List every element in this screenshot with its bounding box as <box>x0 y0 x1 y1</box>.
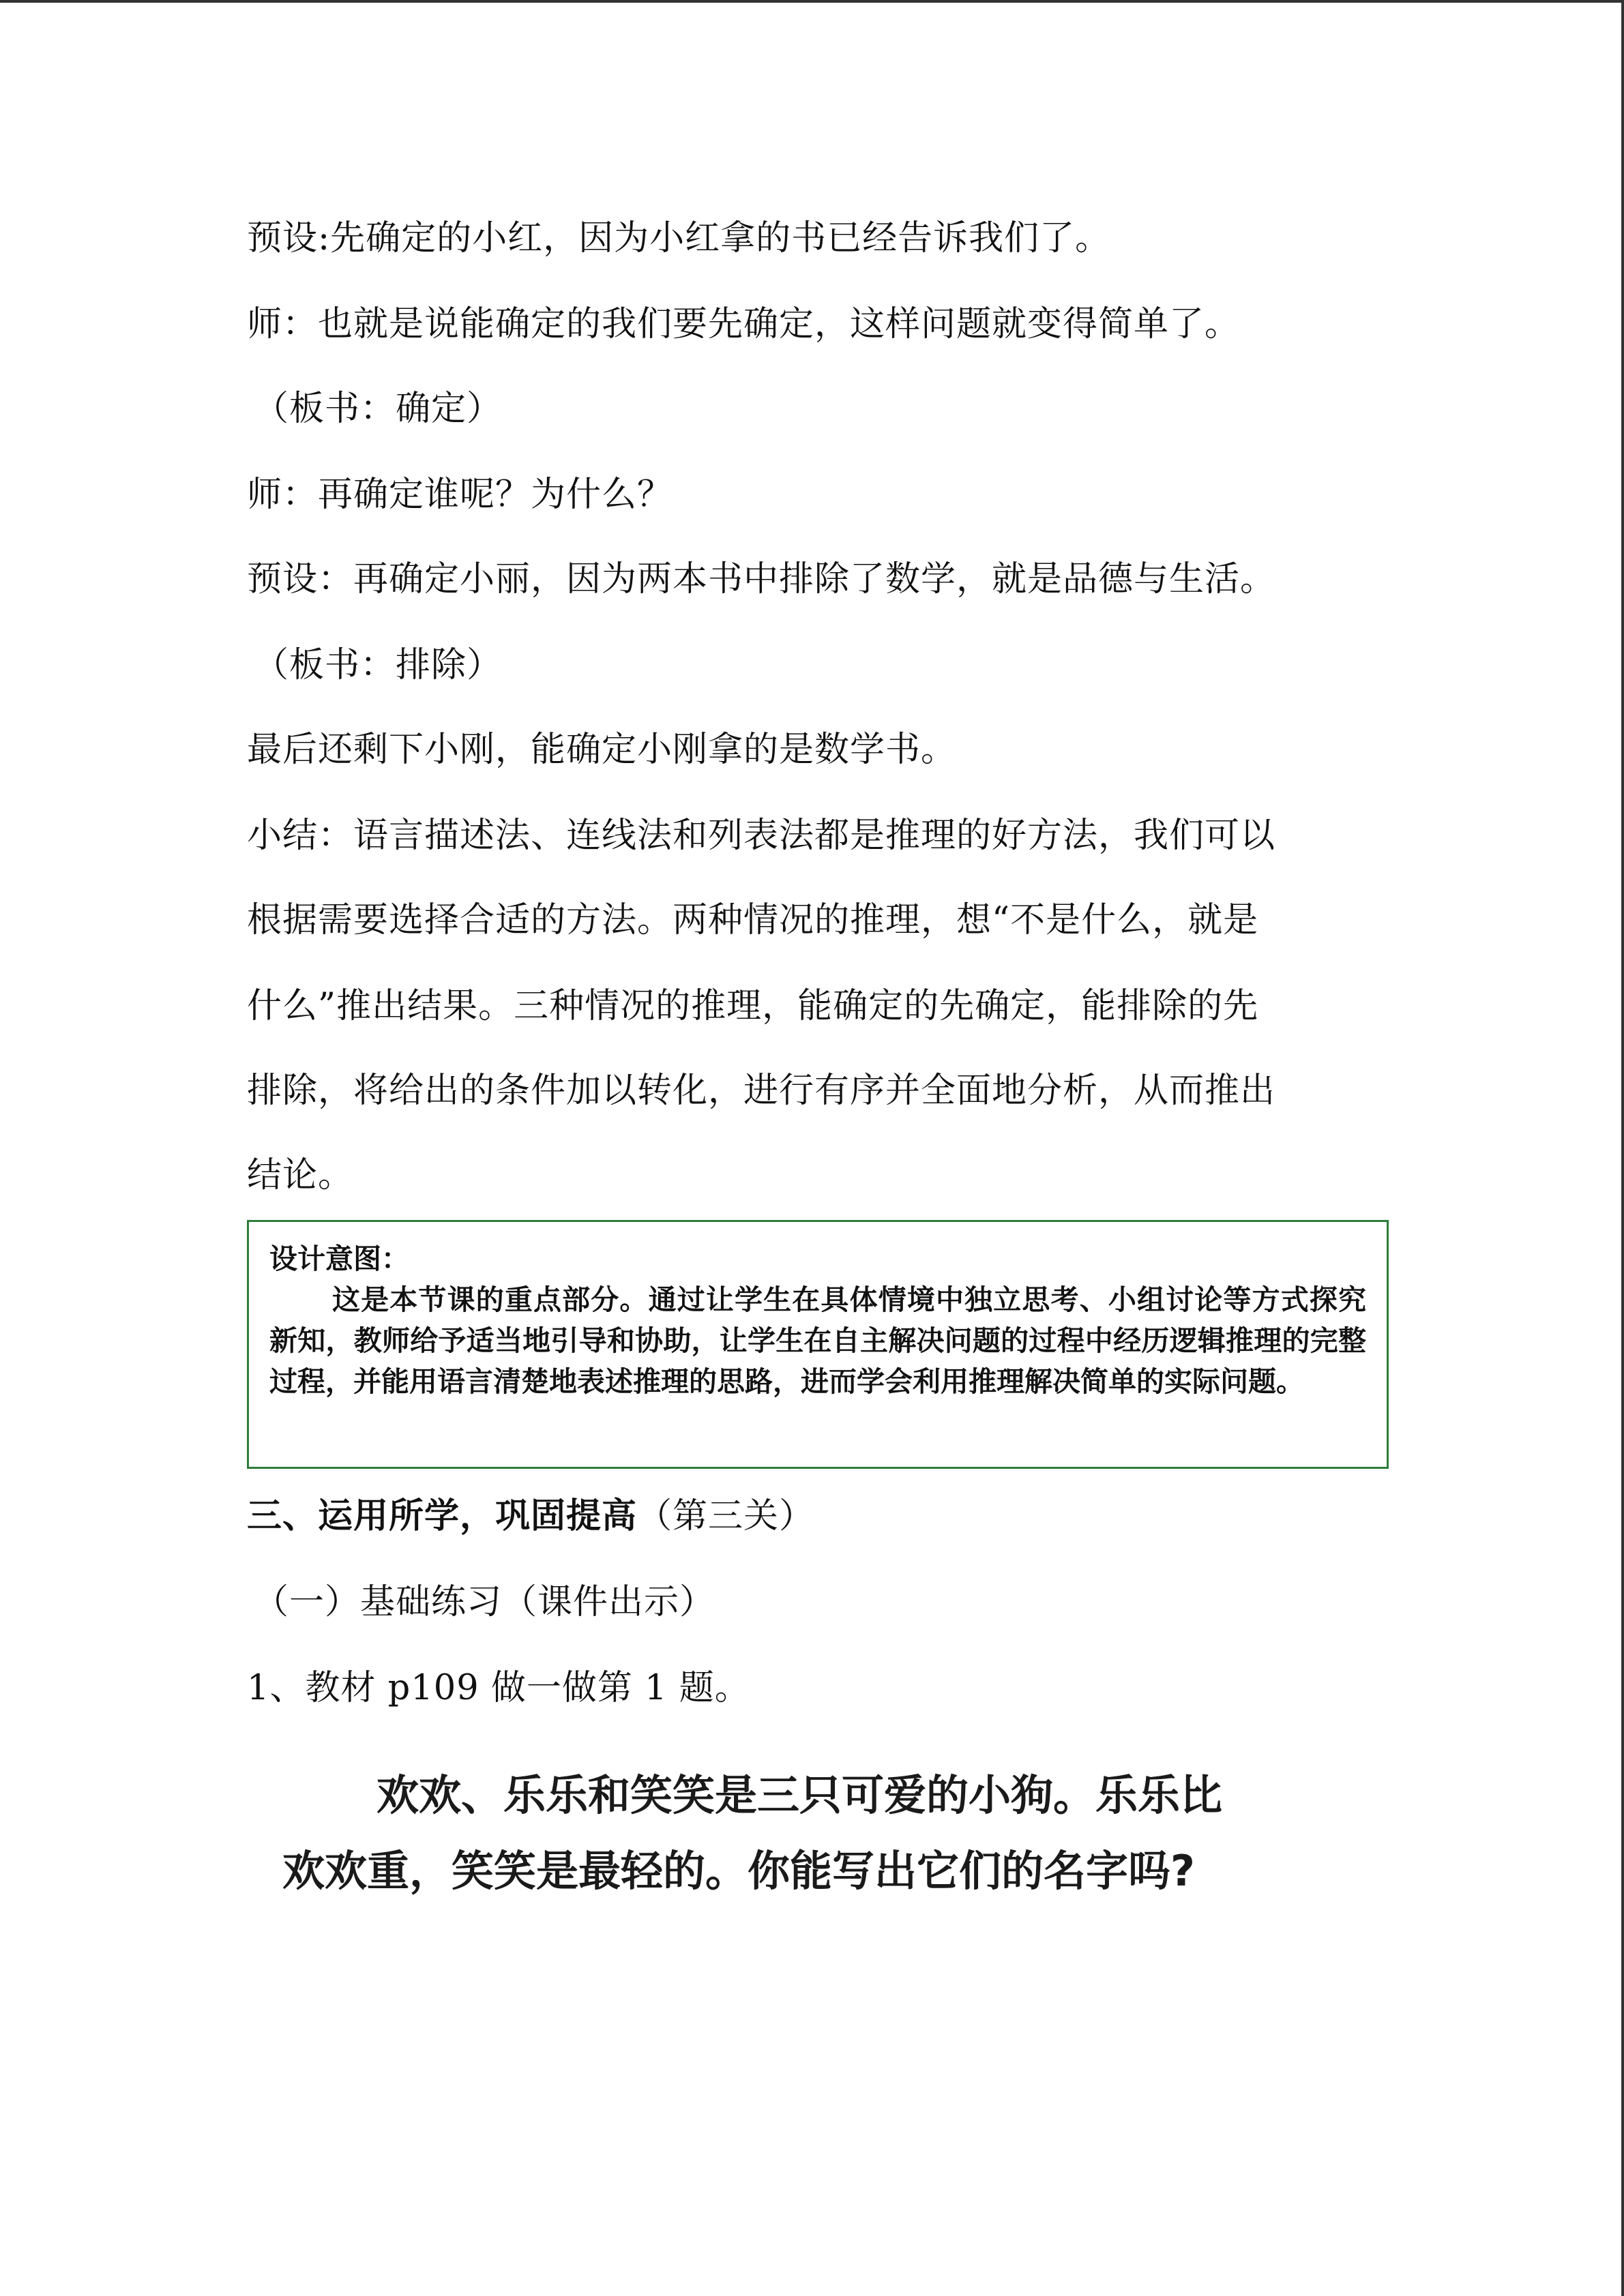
board-note-exclude: （板书：排除） <box>254 645 503 685</box>
paragraph-conclusion: 最后还剩下小刚，能确定小刚拿的是数学书。 <box>247 730 957 770</box>
board-note-confirm: （板书：确定） <box>254 389 503 429</box>
design-intent-title: 设计意图： <box>269 1242 409 1275</box>
design-intent-body: 这是本节课的重点部分。通过让学生在具体情境中独立思考、小组讨论等方式探究新知，教师给予适当地引导和协助，让学生在自主解决问题的过程中经历逻辑推理的完整过程，并能用语言清楚地表述推理的思路，进而学会利用推理解决简单的实际问题。 <box>269 1283 1366 1398</box>
summary-line: 根据需要选择合适的方法。两种情况的推理，想“不是什么，就是 <box>247 900 1259 940</box>
section-3-title: 三、运用所学，巩固提高 <box>247 1496 638 1536</box>
exercise-problem-line: 欢欢重，笑笑是最轻的。你能写出它们的名字吗? <box>282 1846 1195 1896</box>
design-intent-box <box>247 1220 1389 1469</box>
section-3-heading <box>247 1496 814 1537</box>
summary-line: 结论。 <box>247 1155 354 1195</box>
paragraph-preset-1: 预设:先确定的小红，因为小红拿的书已经告诉我们了。 <box>247 218 1111 258</box>
section-3-suffix: （第三关） <box>637 1496 815 1536</box>
summary-line: 排除，将给出的条件加以转化，进行有序并全面地分析，从而推出 <box>247 1071 1276 1111</box>
paragraph-preset-2: 预设：再确定小丽，因为两本书中排除了数学，就是品德与生活。 <box>247 559 1276 599</box>
summary-line: 小结：语言描述法、连线法和列表法都是推理的好方法，我们可以 <box>247 816 1276 856</box>
exercise-item-1: 1、教材 p109 做一做第 1 题。 <box>247 1668 750 1708</box>
basic-practice-heading: （一）基础练习（课件出示） <box>254 1582 715 1622</box>
exercise-problem-line: 欢欢、乐乐和笑笑是三只可爱的小狗。乐乐比 <box>377 1770 1223 1820</box>
paragraph-teacher-1: 师：也就是说能确定的我们要先确定，这样问题就变得简单了。 <box>247 304 1241 344</box>
summary-line: 什么”推出结果。三种情况的推理，能确定的先确定，能排除的先 <box>247 986 1259 1026</box>
paragraph-teacher-2: 师：再确定谁呢？为什么？ <box>247 475 673 515</box>
